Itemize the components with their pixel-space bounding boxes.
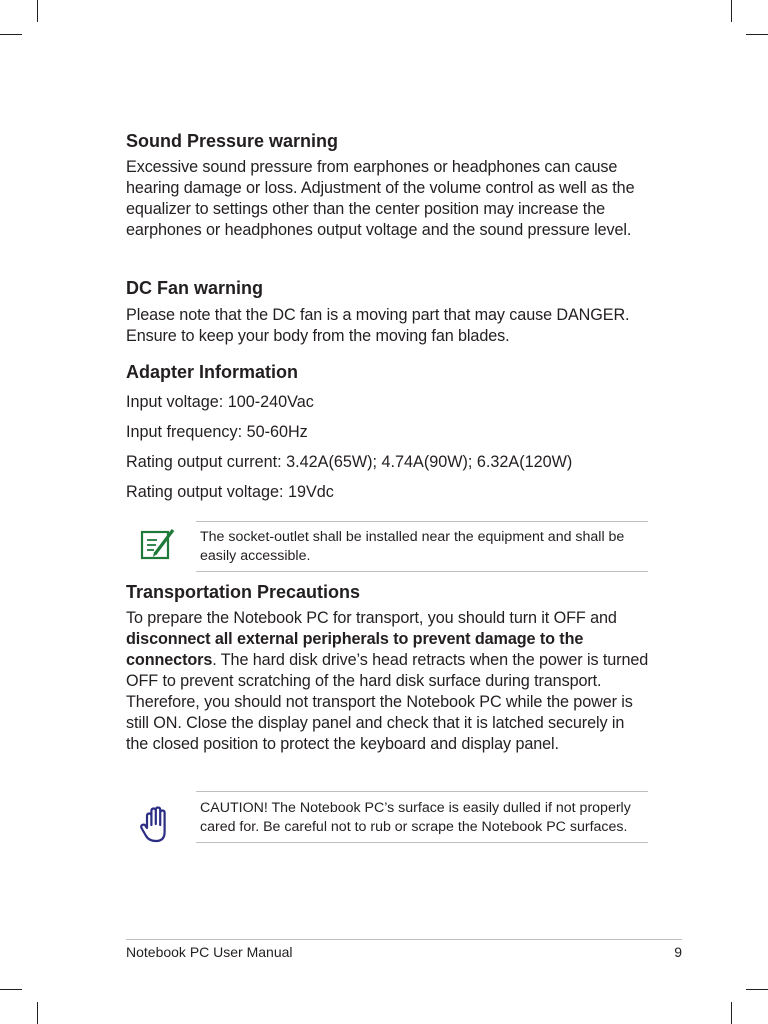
crop-mark [0,989,22,990]
section-body [126,608,650,755]
footer-divider [126,939,682,940]
section-heading: Adapter Information [126,362,299,382]
caution-note: CAUTION! The Notebook PC’s surface is easily dulled if not properly cared for. Be careful not to rub or scrape the Notebook PC surfaces. [196,791,648,843]
crop-mark [0,34,22,35]
section-sound-pressure [126,128,650,241]
crop-mark [731,0,732,22]
section-heading: Transportation Precautions [126,582,361,602]
footer-title: Notebook PC User Manual [126,944,293,960]
crop-mark [37,1002,38,1024]
body-text: . The hard disk drive’s head retracts when the power is turned OFF to prevent scratching of the hard disk surface during transport. Therefore, you should not transport the Notebook PC while the power is still ON. Close the display panel and check that it is latched securely in the closed position to protect the keyboard and display panel. [126,651,649,753]
section-transportation-precautions [126,579,650,755]
section-body: Excessive sound pressure from earphones or headphones can cause hearing damage or loss. Adjustment of the volume control as well as the equalizer to settings other than the center position may increase the earphones or headphones output voltage and the sound pressure level. [126,158,635,239]
spec-output-current: Rating output current: 3.42A(65W); 4.74A(90W); 6.32A(120W) [126,453,573,471]
caution-hand-icon [138,804,174,851]
body-emphasis: disconnect all external peripherals to prevent damage to the connectors [126,630,584,669]
note-socket-outlet: The socket-outlet shall be installed near the equipment and shall be easily accessible. [196,521,648,572]
crop-mark [746,34,768,35]
section-body: Please note that the DC fan is a moving part that may cause DANGER. Ensure to keep your body from the moving fan blades. [126,306,630,345]
crop-mark [731,1002,732,1024]
body-text: To prepare the Notebook PC for transport, you should turn it OFF and [126,609,617,627]
section-heading: DC Fan warning [126,278,264,298]
spec-list [126,392,650,503]
crop-mark [37,0,38,22]
page-number: 9 [674,944,682,960]
note-pencil-icon [140,526,176,567]
section-heading: Sound Pressure warning [126,131,339,151]
section-adapter-information [126,359,650,503]
spec-input-voltage: Input voltage: 100-240Vac [126,393,314,411]
crop-mark [746,989,768,990]
spec-output-voltage: Rating output voltage: 19Vdc [126,483,334,501]
spec-input-frequency: Input frequency: 50-60Hz [126,423,308,441]
section-dc-fan [126,275,650,347]
